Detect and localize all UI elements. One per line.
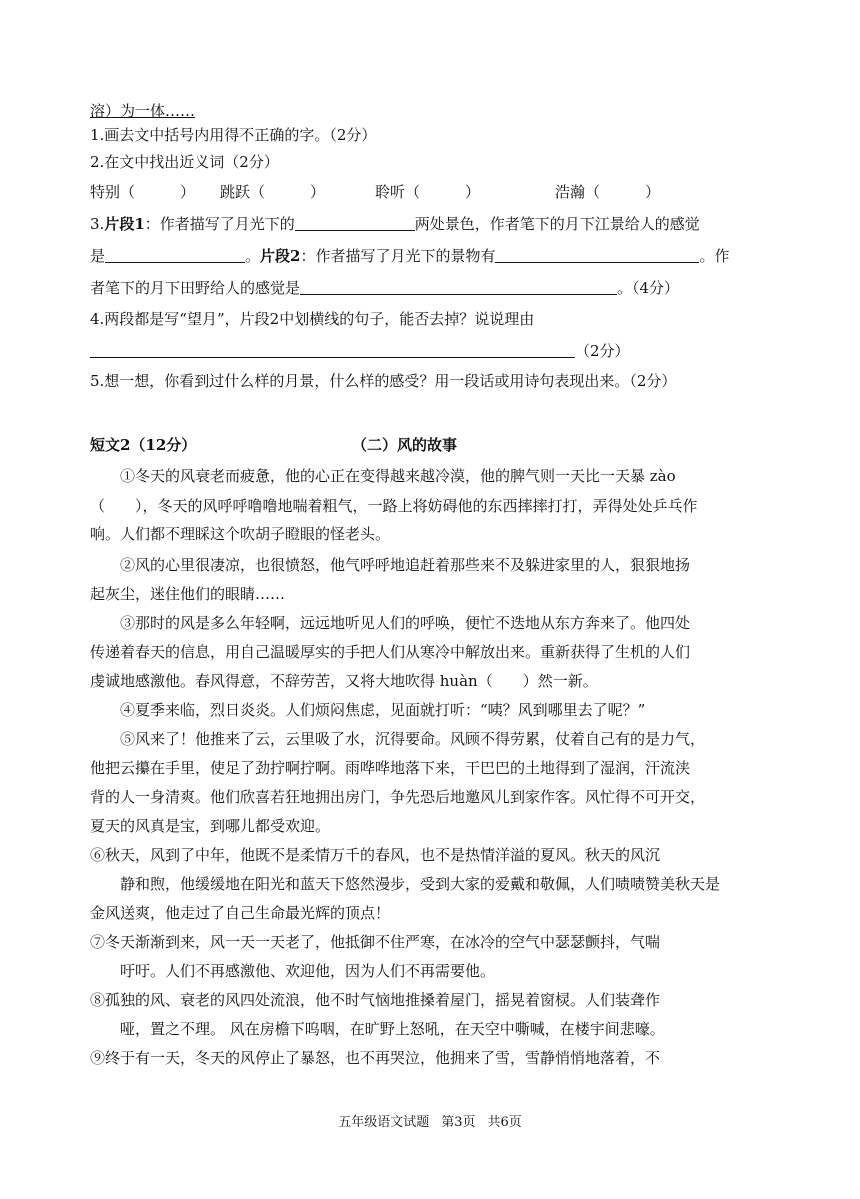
para-line: ⑥秋天，风到了中年，他既不是柔情万千的春风，也不是热情洋溢的夏风。秋天的风沉 <box>90 846 661 864</box>
question-3-line-1: 3.片段1：作者描写了月光下的 两处景色，作者笔下的月下江景给人的感觉 <box>90 215 700 233</box>
continuation-line: 溶）为一体…… <box>90 102 196 120</box>
synonym-1[interactable]: 特别（ ） <box>90 183 196 201</box>
question-2: 2.在文中找出近义词（2分） <box>90 153 279 171</box>
question-4-answer-line: （2分） <box>90 340 780 362</box>
para-line: 金风送爽，他走过了自己生命最光辉的顶点！ <box>90 904 391 922</box>
passage-2-header <box>90 434 780 456</box>
answer-blank[interactable] <box>105 247 245 263</box>
para-line: 吁吁。人们不再感激他、欢迎他，因为人们不再需要他。 <box>120 962 496 980</box>
para-line: 虔诚地感激他。春风得意，不辞劳苦，又将大地吹得 huàn（ ）然一新。 <box>90 672 598 690</box>
footer-page: 第3页 <box>441 1115 476 1130</box>
para-line: ⑦冬天渐渐到来，风一天一天老了，他抵御不住严寒，在冰冷的空气中瑟瑟颤抖，气喘 <box>90 933 661 951</box>
para-line: 响。人们都不理睬这个吹胡子瞪眼的怪老头。 <box>90 525 391 543</box>
para-line: 夏天的风真是宝，到哪儿都受欢迎。 <box>90 817 331 835</box>
answer-blank[interactable] <box>300 279 617 295</box>
synonym-2[interactable]: 跳跃（ ） <box>220 183 326 201</box>
footer-total: 共6页 <box>487 1115 522 1130</box>
synonym-row <box>90 181 780 203</box>
question-5: 5.想一想，你看到过什么样的月景，什么样的感受？用一段话或用诗句表现出来。（2分） <box>90 372 677 390</box>
para-line: ⑤风来了！他推来了云，云里吸了水，沉得要命。风顾不得劳累，仗着自己有的是力气， <box>120 730 706 748</box>
question-1: 1.画去文中括号内用得不正确的字。（2分） <box>90 126 377 144</box>
para-line: 起灰尘，迷住他们的眼睛…… <box>90 585 286 603</box>
question-3-line-3: 者笔下的月下田野给人的感觉是 。（4分） <box>90 279 680 297</box>
synonym-4[interactable]: 浩瀚（ ） <box>555 183 661 201</box>
para-line: ⑧孤独的风、衰老的风四处流浪，他不时气恼地推搡着屋门，摇晃着窗棂。人们装聋作 <box>90 991 661 1009</box>
question-4: 4.两段都是写“望月”，片段2中划横线的句子，能否去掉？说说理由 <box>90 310 535 328</box>
page-footer <box>0 1111 860 1130</box>
para-line: 静和煦，他缓缓地在阳光和蓝天下悠然漫步，受到大家的爱戴和敬佩，人们啧啧赞美秋天是 <box>120 875 721 893</box>
para-line: ①冬天的风衰老而疲惫，他的心正在变得越来越冷漠，他的脾气则一天比一天暴 zào <box>120 467 676 485</box>
para-line: 哑，置之不理。 风在房檐下呜咽，在旷野上怒吼，在天空中嘶喊，在楼宇间悲嚎。 <box>120 1020 665 1038</box>
para-line: 他把云攥在手里，使足了劲拧啊拧啊。雨哗哗地落下来，干巴巴的土地得到了湿润，汗流浃 <box>90 759 691 777</box>
answer-blank[interactable] <box>90 342 575 358</box>
passage-2-title: （二）风的故事 <box>352 436 458 454</box>
synonym-3[interactable]: 聆听（ ） <box>375 183 481 201</box>
para-line: ④夏季来临，烈日炎炎。人们烦闷焦虑，见面就打听：“咦？风到哪里去了呢？” <box>120 701 646 719</box>
question-3-line-2: 是 。片段2：作者描写了月光下的景物有 。作 <box>90 247 730 265</box>
para-line: ③那时的风是多么年轻啊，远远地听见人们的呼唤，便忙不迭地从东方奔来了。他四处 <box>120 614 691 632</box>
para-line: （ ），冬天的风呼呼噜噜地喘着粗气，一路上将妨碍他的东西摔摔打打，弄得处处乒乓作 <box>90 497 698 515</box>
para-line: 传递着春天的信息，用自己温暖厚实的手把人们从寒冷中解放出来。重新获得了生机的人们 <box>90 643 691 661</box>
para-line: ②风的心里很凄凉，也很愤怒，他气呼呼地追赶着那些来不及躲进家里的人，狠狠地扬 <box>120 556 691 574</box>
footer-subject: 五年级语文试题 <box>338 1115 430 1130</box>
answer-blank[interactable] <box>295 215 415 231</box>
answer-blank[interactable] <box>495 247 699 263</box>
passage-2-label: 短文2（12分） <box>90 436 197 454</box>
para-line: ⑨终于有一天，冬天的风停止了暴怒，也不再哭泣，他拥来了雪，雪静悄悄地落着，不 <box>90 1049 661 1067</box>
para-line: 背的人一身清爽。他们欣喜若狂地拥出房门，争先恐后地邀风儿到家作客。风忙得不可开交， <box>90 788 706 806</box>
